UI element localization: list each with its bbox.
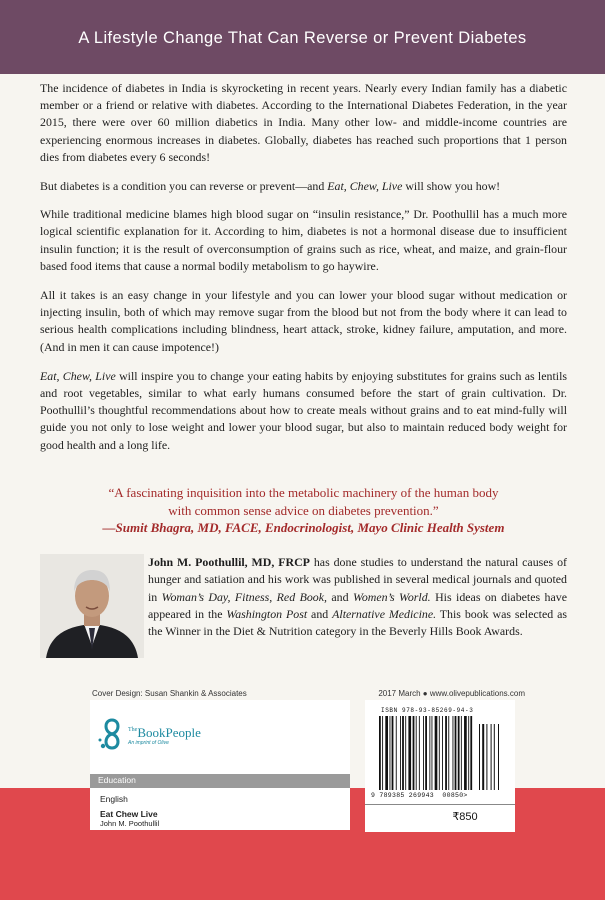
barcode-bar [464,716,467,790]
barcode-bar [468,716,469,790]
quote-line-1: “A fascinating inquisition into the metabolic machinery of the human body [108,485,499,500]
barcode-addon-bar [482,724,484,790]
quote-line-2: with common sense advice on diabetes prevention.” [168,502,439,518]
barcode-bar [435,716,438,790]
barcode-bar [392,716,394,790]
barcode-bar [455,716,457,790]
testimonial-quote [40,484,567,537]
barcode-bar [390,716,391,790]
publisher-logo [90,704,350,772]
paragraph-2: But diabetes is a condition you can reverse or prevent—and Eat, Chew, Live will show you how! [40,179,501,194]
book-title: Eat Chew Live [100,809,158,819]
barcode-separator [365,804,515,805]
barcode-addon-bar [486,724,487,790]
barcode [379,716,501,790]
barcode-bar [402,716,404,790]
paragraph-1: The incidence of diabetes in India is skyrocketing in recent years. Nearly every Indian family has a diabetic member or a friend or relative with diabetes. According to the International Diabetes Federation, in the year 2015, there were over 60 million diabetics in India. Many other low- and middle-income countries are experiencing enormous increases in diabetes. Globally, diabetes has reached such proportions that 1 person dies from diabetes every 6 seconds! [40,81,567,164]
barcode-bar [445,716,447,790]
date-and-website: 2017 March ● www.olivepublications.com [378,689,525,698]
description [40,80,567,466]
barcode-bar [385,716,388,790]
paragraph-3: While traditional medicine blames high blood sugar on “insulin resistance,” Dr. Poothullil has a much more logical scientific explanation for it. According to him, diabetes is not a hormonal disease due to insufficient insulin function; it is the result of overconsumption of grains such as rice, wheat, and maize, and grain-flour based food items that cause a normal bodily metabolism to go haywire. [40,207,567,273]
barcode-bar [400,716,401,790]
header-title: A Lifestyle Change That Can Reverse or Prevent Diabetes [78,28,527,47]
barcode-bar [425,716,427,790]
cover-design-credit: Cover Design: Susan Shankin & Associates [92,689,247,698]
barcode-bar [416,716,417,790]
barcode-bar [453,716,454,790]
barcode-bar [429,716,430,790]
price: ₹850 [452,811,478,823]
author-bio: John M. Poothullil, MD, FRCP has done studies to understand the natural causes of hunger and satiation and his work was published in several medical journals and quoted in Woman’s Day, Fitness, Red Book, and Women’s World. His ideas on diabetes have appeared in the Washington Post and Alternative Medicine. This book was selected as the Winner in the Diet & Nutrition category in the Beverly Hills Book Awards. [148,555,567,639]
barcode-bar [470,716,472,790]
header-band [0,0,605,74]
paragraph-4: All it takes is an easy change in your lifestyle and you can lower your blood sugar without medication or injecting insulin, both of which may remove sugar from the blood but not from the body where it can lead to serious health complications including blindness, heart attack, stroke, kidney failure, amputation, and more. (And in men it can cause impotence!) [40,288,567,354]
book-author: John M. Poothullil [100,819,160,828]
isbn-text: ISBN 978-93-85269-94-3 [381,707,474,714]
barcode-bar [408,716,411,790]
barcode-bar [413,716,415,790]
barcode-addon-bar [494,724,495,790]
quote-attribution: —Sumit Bhagra, MD, FACE, Endocrinologist, Mayo Clinic Health System [102,520,505,535]
barcode-bar [379,716,381,790]
barcode-bar [432,716,433,790]
category-label: Education [98,775,136,785]
language-label: English [100,794,128,804]
barcode-panel [365,700,515,832]
barcode-addon-bar [498,724,499,790]
paragraph-5: Eat, Chew, Live will inspire you to change your eating habits by enjoying substitutes for grains such as lentils and root vegetables, similar to what early humans consumed before the start of grain cultivation. Dr. Poothullil’s thoughtful recommendations about how to create meals without grains and to eat mind-fully will guide you not only to lose weight and lower your blood sugar, but also to maintain reduced body weight for good health and a long life. [40,368,567,452]
barcode-bar [461,716,462,790]
barcode-bar [382,716,383,790]
barcode-bar [419,716,420,790]
barcode-addon-bar [479,724,480,790]
barcode-bar [439,716,440,790]
barcode-addon-bar [491,724,492,790]
barcode-bar [405,716,406,790]
category-bar [90,774,350,788]
barcode-bar [458,716,460,790]
author-name: John M. Poothullil, MD, FRCP [148,555,310,569]
barcode-number: 9 789385 269943 00850> [371,792,468,799]
publisher-label-panel [90,700,350,830]
publisher-name: $^{The}$BookPeople [128,725,201,740]
publisher-subtitle: An imprint of Olive [128,740,169,746]
barcode-bar [423,716,424,790]
barcode-bar [442,716,443,790]
author-photo [40,554,144,658]
barcode-bar [396,716,397,790]
barcode-bar [448,716,449,790]
